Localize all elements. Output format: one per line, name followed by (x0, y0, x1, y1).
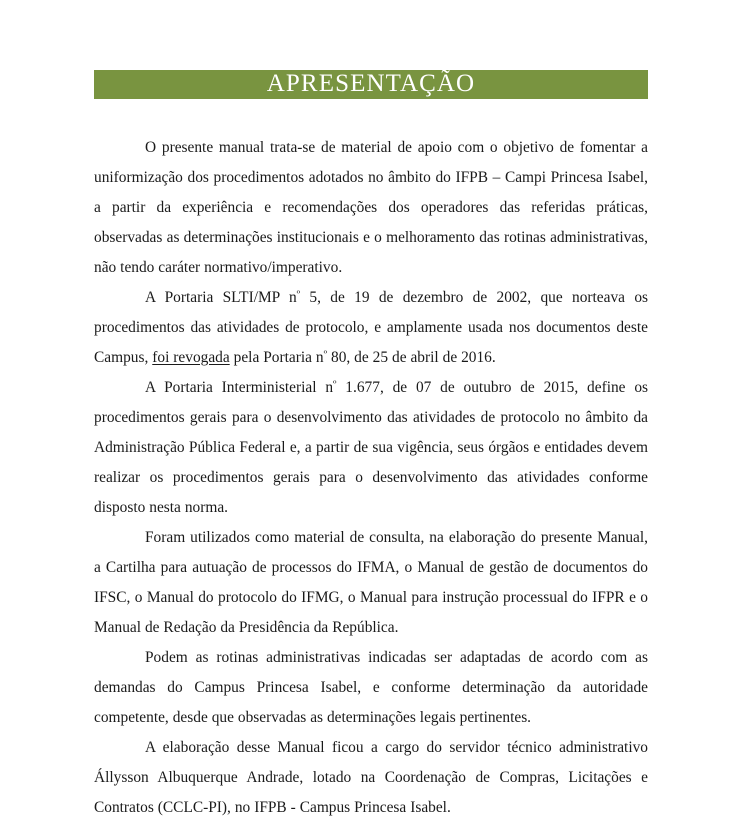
paragraph-5: Podem as rotinas administrativas indicadas ser adaptadas de acordo com as demandas do Campus Princesa Isabel, e conforme determinação da autoridade competente, desde que observadas as determinações legais pertinentes. (94, 649, 648, 726)
paragraph-6: A elaboração desse Manual ficou a cargo do servidor técnico administrativo Állysson Albuquerque Andrade, lotado na Coordenação de Compras, Licitações e Contratos (CCLC-PI), no IFPB - Campus Princesa Isabel. (94, 739, 648, 816)
underlined-text: foi revogada (152, 349, 230, 366)
paragraph-2: A Portaria SLTI/MP $n^º$ 5, de 19 de dezembro de 2002, que norteava os procedimentos das atividades de protocolo, e amplamente usada nos documentos deste Campus, foi revogada pela Portaria $n^º$ 80, de 25 de abril de 2016. (94, 288, 649, 366)
section-title: APRESENTAÇÃO (266, 70, 476, 97)
paragraph-1: O presente manual trata-se de material de apoio com o objetivo de fomentar a uniformização dos procedimentos adotados no âmbito do IFPB – Campi Princesa Isabel, a partir da experiência e recomendações dos operadores das referidas práticas, observadas as determinações institucionais e o melhoramento das rotinas administrativas, não tendo caráter normativo/imperativo. (94, 139, 648, 276)
paragraph-4: Foram utilizados como material de consulta, na elaboração do presente Manual, a Cartilha para autuação de processos do IFMA, o Manual de gestão de documentos do IFSC, o Manual do protocolo do IFMG, o Manual para instrução processual do IFPR e o Manual de Redação da Presidência da República. (94, 529, 648, 636)
ordinal-indicator: º (296, 288, 301, 301)
ordinal-indicator: º (333, 378, 337, 391)
section-title-banner (94, 70, 648, 99)
ordinal-indicator: º (323, 348, 328, 361)
paragraph-3: A Portaria Interministerial $n^º$ 1.677, de 07 de outubro de 2015, define os procedimentos gerais para o desenvolvimento das atividades de protocolo no âmbito da Administração Pública Federal e, a partir de sua vigência, seus órgãos e entidades devem realizar os procedimentos gerais para o desenvolvimento das atividades conforme disposto nesta norma. (94, 378, 649, 516)
document-body (94, 133, 648, 823)
